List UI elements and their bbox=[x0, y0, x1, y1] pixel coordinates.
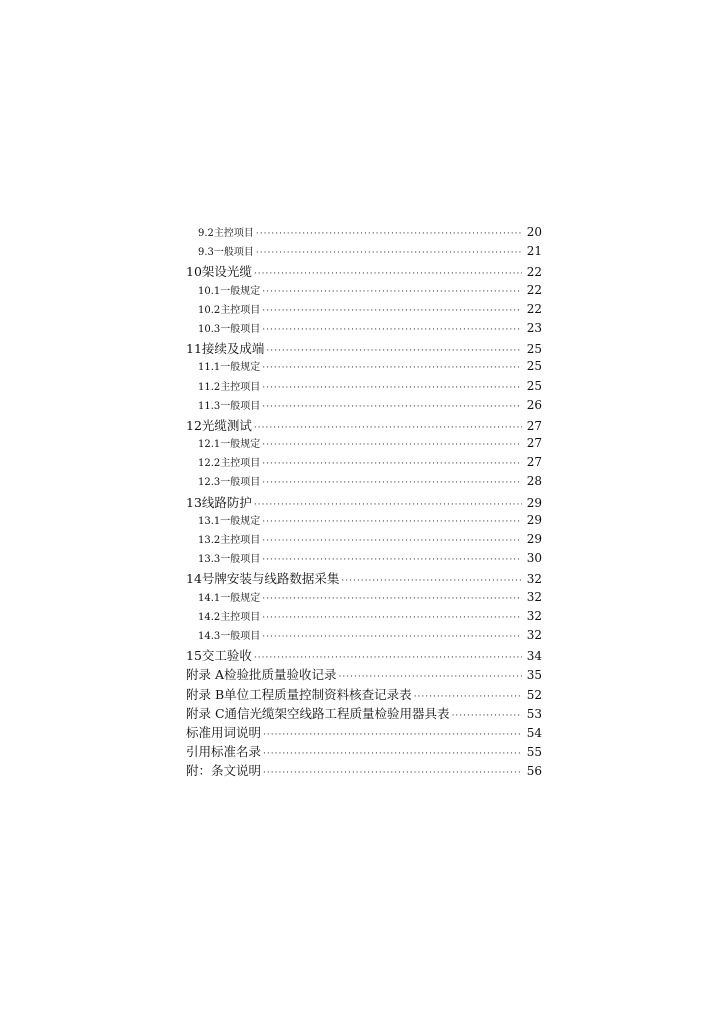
toc-entry-page: 27 bbox=[526, 436, 542, 451]
toc-entry-title: 通信光缆架空线路工程质量检验用器具表 bbox=[224, 705, 450, 721]
toc-entry bbox=[186, 435, 542, 454]
dot-leader bbox=[254, 500, 522, 510]
toc-entry-page: 29 bbox=[526, 495, 542, 510]
toc-entry-title: 附：条文说明 bbox=[186, 763, 262, 779]
dot-leader bbox=[262, 478, 522, 488]
toc-entry bbox=[186, 512, 542, 531]
toc-entry-title: 一般项目 bbox=[220, 630, 261, 642]
toc-entry-page: 22 bbox=[526, 301, 542, 316]
toc-entry-page: 20 bbox=[526, 225, 542, 239]
dot-leader bbox=[262, 536, 522, 546]
toc-entry-page: 27 bbox=[526, 455, 542, 470]
dot-leader bbox=[452, 711, 522, 721]
toc-entry-number: 10.1 bbox=[198, 285, 221, 297]
toc-entry-number: 12.2 bbox=[198, 458, 221, 470]
toc-entry bbox=[186, 589, 542, 608]
dot-leader bbox=[262, 555, 522, 565]
toc-entry-title: 一般规定 bbox=[220, 285, 261, 297]
dot-leader bbox=[266, 346, 522, 356]
toc-entry bbox=[186, 358, 542, 377]
toc-entry-number: 13.3 bbox=[198, 554, 221, 566]
dot-leader bbox=[254, 269, 522, 279]
toc-entry-page: 32 bbox=[526, 608, 542, 623]
toc-entry bbox=[186, 493, 542, 512]
toc-entry-title: 一般规定 bbox=[220, 439, 261, 451]
dot-leader bbox=[262, 306, 522, 316]
dot-leader bbox=[254, 653, 522, 663]
dot-leader bbox=[262, 383, 522, 393]
toc-entry-page: 23 bbox=[526, 320, 542, 335]
toc-entry-page: 53 bbox=[526, 706, 542, 721]
dot-leader bbox=[262, 402, 522, 412]
toc-entry-title: 一般规定 bbox=[220, 362, 261, 374]
toc-entry bbox=[186, 569, 542, 588]
toc-entry-number: 14.1 bbox=[198, 592, 221, 604]
toc-entry-page: 34 bbox=[526, 649, 542, 664]
toc-entry-number: 13.1 bbox=[198, 515, 221, 527]
toc-entry-page: 32 bbox=[526, 627, 542, 642]
toc-entry bbox=[186, 320, 542, 339]
dot-leader bbox=[263, 749, 522, 759]
toc-entry-number: 12 bbox=[186, 417, 202, 433]
dot-leader bbox=[254, 423, 522, 433]
toc-entry bbox=[186, 550, 542, 569]
toc-entry-page: 32 bbox=[526, 572, 542, 587]
dot-leader bbox=[256, 229, 522, 239]
toc-entry-page: 26 bbox=[526, 397, 542, 412]
toc-entry-number: 13.2 bbox=[198, 535, 221, 546]
toc-entry-page: 55 bbox=[526, 745, 542, 760]
toc-entry-number: 15 bbox=[186, 648, 202, 664]
toc-entry-number: 11.1 bbox=[198, 362, 221, 374]
toc-entry-title: 单位工程质量控制资料核查记录表 bbox=[224, 686, 412, 702]
toc-entry bbox=[186, 742, 542, 761]
toc-entry-number: 10.3 bbox=[198, 323, 221, 335]
toc-entry-page: 25 bbox=[526, 378, 542, 393]
table-of-contents bbox=[186, 224, 542, 780]
toc-entry-title: 标准用词说明 bbox=[186, 724, 262, 740]
toc-entry-title: 一般项目 bbox=[220, 323, 261, 335]
toc-entry-title: 一般项目 bbox=[220, 554, 261, 566]
toc-entry-page: 29 bbox=[526, 512, 542, 527]
dot-leader bbox=[262, 459, 522, 469]
toc-entry-title: 接续及成端 bbox=[201, 341, 265, 357]
toc-entry bbox=[186, 224, 542, 243]
toc-entry-title: 一般规定 bbox=[220, 515, 261, 527]
dot-leader bbox=[414, 692, 522, 702]
toc-entry-title: 主控项目 bbox=[213, 228, 254, 239]
toc-entry bbox=[186, 627, 542, 646]
toc-entry-number: 14.2 bbox=[198, 611, 221, 623]
dot-leader bbox=[262, 363, 522, 373]
toc-entry-number: 14.3 bbox=[198, 630, 221, 642]
toc-entry-number: 11 bbox=[186, 341, 202, 357]
toc-entry bbox=[186, 704, 542, 723]
toc-entry-title: 主控项目 bbox=[220, 304, 261, 316]
toc-entry-number: 附录 C bbox=[186, 705, 225, 721]
toc-entry-title: 主控项目 bbox=[220, 611, 261, 623]
toc-entry bbox=[186, 339, 542, 358]
toc-entry-page: 54 bbox=[526, 725, 542, 740]
dot-leader bbox=[262, 613, 522, 623]
toc-entry bbox=[186, 685, 542, 704]
toc-entry-page: 29 bbox=[526, 532, 542, 546]
toc-entry-number: 9.3 bbox=[198, 247, 214, 259]
toc-entry-page: 56 bbox=[526, 764, 542, 779]
dot-leader bbox=[262, 594, 522, 604]
toc-entry-title: 光缆测试 bbox=[201, 417, 252, 433]
toc-entry bbox=[186, 301, 542, 320]
toc-entry-title: 一般项目 bbox=[220, 400, 261, 412]
toc-entry-title: 号牌安装与线路数据采集 bbox=[201, 571, 340, 587]
toc-entry-number: 附录 B bbox=[186, 686, 225, 702]
toc-entry-number: 10 bbox=[186, 264, 202, 280]
toc-entry bbox=[186, 761, 542, 780]
toc-entry bbox=[186, 282, 542, 301]
toc-entry-number: 13 bbox=[186, 494, 202, 510]
toc-entry bbox=[186, 397, 542, 416]
toc-entry-page: 25 bbox=[526, 359, 542, 374]
toc-entry bbox=[186, 646, 542, 665]
toc-entry-title: 一般规定 bbox=[220, 592, 261, 604]
toc-entry bbox=[186, 531, 542, 550]
toc-entry-page: 52 bbox=[526, 687, 542, 702]
toc-entry-number: 11.2 bbox=[198, 381, 221, 393]
toc-entry-number: 附录 A bbox=[186, 667, 225, 683]
toc-entry-page: 22 bbox=[526, 265, 542, 280]
dot-leader bbox=[262, 325, 522, 335]
toc-entry-title: 主控项目 bbox=[220, 381, 261, 393]
toc-entry bbox=[186, 473, 542, 492]
toc-entry-title: 引用标准名录 bbox=[186, 744, 262, 760]
dot-leader bbox=[262, 287, 522, 297]
dot-leader bbox=[341, 576, 522, 586]
toc-entry-number: 9.2 bbox=[198, 228, 214, 239]
toc-entry-title: 主控项目 bbox=[220, 535, 261, 546]
dot-leader bbox=[262, 517, 522, 527]
toc-entry-title: 检验批质量验收记录 bbox=[224, 667, 337, 683]
toc-entry-page: 35 bbox=[526, 668, 542, 683]
toc-entry-title: 架设光缆 bbox=[201, 264, 252, 280]
toc-entry-page: 27 bbox=[526, 418, 542, 433]
toc-entry-title: 一般项目 bbox=[213, 247, 254, 259]
toc-entry-number: 12.3 bbox=[198, 477, 221, 489]
toc-entry-title: 交工验收 bbox=[201, 648, 252, 664]
dot-leader bbox=[263, 730, 522, 740]
toc-entry bbox=[186, 243, 542, 262]
toc-entry bbox=[186, 262, 542, 281]
dot-leader bbox=[256, 248, 522, 258]
toc-entry-page: 30 bbox=[526, 551, 542, 566]
toc-entry-number: 10.2 bbox=[198, 304, 221, 316]
toc-entry bbox=[186, 665, 542, 684]
toc-entry bbox=[186, 723, 542, 742]
toc-entry-page: 32 bbox=[526, 589, 542, 604]
toc-entry-page: 25 bbox=[526, 342, 542, 357]
toc-entry-number: 12.1 bbox=[198, 439, 221, 451]
toc-entry-title: 一般项目 bbox=[220, 477, 261, 489]
toc-entry bbox=[186, 416, 542, 435]
toc-entry-number: 11.3 bbox=[198, 400, 221, 412]
toc-entry bbox=[186, 454, 542, 473]
dot-leader bbox=[339, 672, 522, 682]
toc-entry-page: 28 bbox=[526, 474, 542, 489]
toc-entry-title: 主控项目 bbox=[220, 458, 261, 470]
toc-entry-page: 21 bbox=[526, 244, 542, 259]
dot-leader bbox=[262, 632, 522, 642]
toc-entry bbox=[186, 608, 542, 627]
dot-leader bbox=[263, 768, 522, 778]
dot-leader bbox=[262, 440, 522, 450]
toc-entry-number: 14 bbox=[186, 571, 202, 587]
toc-entry bbox=[186, 378, 542, 397]
toc-entry-page: 22 bbox=[526, 282, 542, 297]
toc-entry-title: 线路防护 bbox=[201, 494, 252, 510]
